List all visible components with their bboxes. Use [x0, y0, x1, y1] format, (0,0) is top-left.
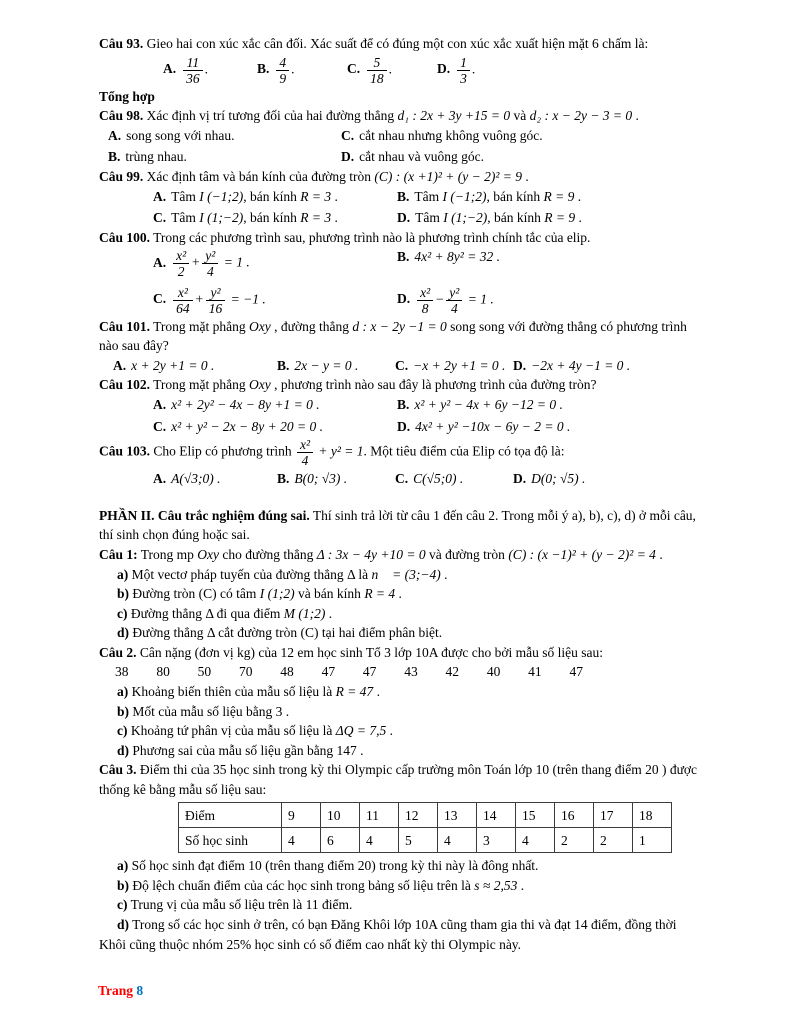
tf-q1-item-d: [99, 623, 701, 643]
option-text: B(0; √3) .: [294, 471, 348, 487]
option-letter: C.: [395, 357, 409, 373]
tf-q2-item-d: [99, 741, 701, 761]
option-text: x² + y² − 2x − 8y + 20 = 0 .: [171, 418, 323, 434]
fraction-denominator: 64: [176, 300, 190, 316]
text-segment: .: [331, 210, 338, 226]
fraction-denominator: 3: [460, 70, 467, 86]
fraction-denominator: 4: [450, 300, 458, 316]
text-segment: .: [522, 169, 529, 185]
text-segment: Khoảng tứ phân vị của mẫu số liệu là: [127, 723, 336, 739]
question-label: Câu 103.: [99, 443, 151, 459]
text-segment: .: [440, 566, 448, 582]
table-cell: 16: [555, 803, 594, 828]
fraction-numerator: y²: [446, 285, 462, 301]
math-segment: d₁ : 2x + 3y +15 = 0: [397, 108, 511, 124]
option-text: cắt nhau nhưng không vuông góc.: [359, 127, 543, 143]
text-segment: Khoảng biến thiên của mẫu số liệu là: [128, 683, 336, 699]
question-label: Câu 93.: [99, 36, 144, 51]
text-segment: .: [204, 61, 208, 77]
math-segment: −: [435, 291, 445, 307]
text-segment: .: [655, 547, 663, 562]
fraction-denominator: 4: [301, 453, 309, 469]
math-segment: I (1;−2): [199, 210, 244, 226]
text-segment: . Một tiêu điểm của Elip có tọa độ là:: [363, 443, 565, 459]
option-letter: D.: [397, 291, 411, 307]
text-segment: Một vectơ pháp tuyến của đường thẳng Δ là: [128, 566, 372, 582]
fraction-denominator: 8: [421, 300, 429, 316]
option-d: [397, 208, 701, 228]
table-cell: 12: [399, 803, 438, 828]
option-c: [153, 417, 397, 437]
question-label: Câu 99.: [99, 169, 144, 185]
fraction: [367, 55, 387, 86]
option-letter: B.: [397, 249, 410, 265]
text-segment: Xác định vị trí tương đối của hai đường thẳng: [143, 108, 398, 124]
math-segment: = −1 .: [227, 291, 266, 307]
fraction: [206, 285, 226, 316]
text-segment: và đường tròn: [425, 547, 509, 562]
text-segment: .: [395, 586, 402, 602]
text-segment: cho đường thẳng: [219, 547, 317, 562]
question-98-options: [108, 126, 701, 167]
option-b: [277, 469, 395, 489]
part-2-title: PHẦN II. Câu trắc nghiệm đúng sai.: [99, 507, 310, 523]
text-segment: Đường thẳng Δ đi qua điểm: [127, 605, 284, 621]
table-cell: 18: [633, 803, 672, 828]
question-103-stem: [99, 436, 701, 469]
fraction-numerator: 11: [183, 55, 203, 71]
text-segment: Thí sinh trả lời từ câu 1 đến câu 2. Trong mỗi ý a), b), c), d) ở mỗi câu, thí sinh chọn đúng hoặc sai.: [99, 507, 696, 543]
option-text: x² + 2y² − 4x − 8y +1 = 0 .: [171, 396, 320, 412]
footer-label: Trang: [98, 983, 137, 998]
item-letter: b): [117, 703, 130, 719]
math-segment: Oxy: [197, 547, 220, 562]
text-segment: Trong số các học sinh ở trên, có bạn Đăng Khôi lớp 10A cũng tham gia thi và đạt 14 điểm, đồng thời Khôi cũng thuộc nhóm 25% học sinh có số điểm cao nhất kỳ thi Olympic này.: [99, 917, 677, 952]
math-segment: I (1;−2): [443, 210, 488, 226]
option-text: Tâm: [415, 210, 444, 226]
option-text: trùng nhau.: [125, 149, 187, 165]
option-d: [513, 356, 701, 376]
option-c: [347, 54, 437, 87]
option-text: Tâm: [414, 188, 443, 204]
text-segment: và bán kính: [294, 586, 365, 602]
fraction-numerator: 4: [276, 55, 289, 71]
text-segment: .: [331, 188, 338, 204]
table-cell: 2: [594, 828, 633, 853]
table-cell: 2: [555, 828, 594, 853]
text-segment: .: [325, 605, 333, 621]
math-segment: +: [194, 291, 204, 307]
table-cell: 5: [399, 828, 438, 853]
math-segment: R = 3: [300, 188, 332, 204]
item-letter: a): [117, 566, 129, 582]
fraction: [457, 55, 470, 86]
item-letter: d): [117, 742, 130, 758]
option-letter: C.: [153, 418, 167, 434]
option-b: [397, 395, 701, 415]
fraction-denominator: 16: [208, 300, 223, 316]
math-segment: M (1;2): [283, 605, 326, 621]
table-cell: 10: [321, 803, 360, 828]
item-letter: b): [117, 586, 130, 602]
table-data-row: [179, 828, 672, 853]
fraction-denominator: 36: [186, 70, 200, 86]
question-label: Câu 100.: [99, 229, 151, 245]
option-d: [341, 147, 701, 167]
item-letter: d): [117, 917, 130, 932]
question-100-stem: [99, 228, 701, 248]
data-value: 43: [404, 664, 418, 680]
text-segment: .: [386, 723, 393, 739]
option-letter: D.: [513, 471, 527, 487]
option-text: 4x² + y² −10x − 6y − 2 = 0 .: [415, 418, 571, 434]
text-segment: Trong mặt phẳng: [150, 377, 250, 393]
text-segment: .: [632, 108, 639, 124]
tf-question-2-stem: [99, 643, 701, 663]
text-segment: Độ lệch chuẩn điểm của các học sinh trong bảng số liệu trên là: [129, 877, 475, 893]
table-cell: 15: [516, 803, 555, 828]
tf-q2-item-c: [99, 721, 701, 741]
question-label: Câu 3.: [99, 762, 137, 778]
text-segment: .: [373, 683, 380, 699]
fraction-numerator: x²: [173, 248, 189, 264]
option-letter: A.: [153, 188, 167, 204]
text-segment: .: [388, 61, 392, 77]
text-segment: Trong mặt phẳng: [150, 318, 250, 334]
option-letter: B.: [397, 396, 410, 412]
option-a: [153, 469, 277, 489]
math-segment: s ≈ 2,53: [474, 877, 518, 893]
page-number: 8: [136, 983, 144, 998]
option-c: [341, 126, 701, 146]
text-segment: .: [471, 61, 476, 77]
option-letter: A.: [163, 61, 177, 77]
math-segment: n⃗ = (3;−4): [371, 566, 441, 582]
option-text: D(0; √5) .: [531, 471, 586, 487]
option-d: [397, 284, 701, 317]
option-text: song song với nhau.: [126, 127, 235, 143]
option-c: [395, 469, 513, 489]
option-c: [395, 356, 513, 376]
table-cell: 9: [282, 803, 321, 828]
math-segment: Oxy: [249, 318, 271, 334]
item-letter: c): [117, 605, 128, 621]
option-letter: A.: [153, 471, 167, 487]
option-letter: D.: [397, 418, 411, 434]
table-cell: 4: [438, 828, 477, 853]
score-table: [178, 802, 672, 853]
data-value: 38: [115, 664, 129, 680]
part-2-heading: [99, 506, 701, 545]
option-text: cắt nhau và vuông góc.: [359, 149, 484, 165]
fraction: [446, 285, 462, 316]
item-letter: b): [117, 877, 130, 893]
text-segment: Xác định tâm và bán kính của đường tròn: [143, 169, 375, 185]
question-101-stem: [99, 317, 701, 356]
math-segment: (C) : (x −1)² + (y − 2)² = 4: [508, 547, 656, 562]
option-letter: A.: [153, 254, 167, 270]
option-letter: B.: [397, 188, 410, 204]
tf-question-3-stem: [99, 760, 701, 799]
option-letter: D.: [341, 149, 355, 165]
option-text: 2x − y = 0 .: [294, 357, 359, 373]
text-segment: Gieo hai con xúc xắc cân đối. Xác suất để có đúng một con xúc xắc xuất hiện mặt 6 chấm là:: [143, 36, 649, 51]
option-letter: D.: [397, 210, 411, 226]
fraction-denominator: 18: [370, 70, 384, 86]
data-values-row: [115, 662, 583, 682]
table-cell: 4: [360, 828, 399, 853]
text-segment: , bán kính: [486, 188, 544, 204]
text-segment: Phương sai của mẫu số liệu gần bằng 147 .: [129, 742, 364, 758]
option-a: [153, 187, 397, 207]
option-letter: B.: [257, 61, 270, 77]
math-segment: R = 9: [543, 188, 575, 204]
data-value: 47: [569, 664, 583, 680]
table-cell: 13: [438, 803, 477, 828]
text-segment: .: [517, 877, 525, 893]
math-segment: + y² = 1: [315, 443, 364, 459]
fraction-denominator: 4: [206, 264, 214, 280]
tf-q3-item-c: [99, 895, 701, 915]
option-c: [153, 208, 397, 228]
text-segment: Số học sinh đạt điểm 10 (trên thang điểm 20) trong kỳ thi này là đông nhất.: [128, 858, 539, 874]
math-segment: R = 4: [364, 586, 396, 602]
text-segment: và: [510, 108, 530, 124]
data-value: 70: [238, 664, 253, 680]
question-103-options: [153, 469, 701, 489]
option-letter: D.: [513, 357, 527, 373]
fraction-denominator: 9: [279, 70, 287, 86]
table-cell: 14: [477, 803, 516, 828]
question-label: Câu 2.: [99, 644, 137, 660]
text-segment: Đường thẳng Δ cắt đường tròn (C) tại hai điểm phân biệt.: [129, 625, 443, 641]
tf-q2-item-a: [99, 682, 701, 702]
section-heading: Tổng hợp: [99, 88, 155, 104]
math-segment: (C) : (x +1)² + (y − 2)² = 9: [374, 169, 523, 185]
option-a: [153, 395, 397, 415]
fraction: [202, 248, 218, 279]
math-segment: I (1;2): [259, 586, 295, 602]
page-footer: [98, 981, 143, 1001]
table-cell: 4: [282, 828, 321, 853]
fraction-numerator: 1: [457, 55, 470, 71]
option-letter: C.: [347, 61, 361, 77]
option-b: [257, 54, 347, 87]
table-cell: 4: [516, 828, 555, 853]
question-98-stem: [99, 106, 701, 126]
option-b: [108, 147, 341, 167]
question-102-stem: [99, 375, 701, 395]
fraction-numerator: x²: [417, 285, 433, 301]
text-segment: Trong mp: [137, 547, 198, 562]
item-letter: c): [117, 897, 128, 913]
math-segment: Oxy: [249, 377, 271, 393]
math-segment: R = 47: [335, 683, 374, 699]
fraction-numerator: y²: [202, 248, 218, 264]
tf-q3-item-d: [99, 915, 701, 954]
option-letter: B.: [277, 471, 290, 487]
table-cell: 6: [321, 828, 360, 853]
table-cell: Điểm: [179, 803, 282, 828]
option-b: [397, 247, 701, 280]
text-segment: Điểm thi của 35 học sinh trong kỳ thi Olympic cấp trường môn Toán lớp 10 (trên thang điểm 20 ) được thống kê bằng mẫu số liệu sau:: [99, 762, 698, 797]
question-label: Câu 1:: [99, 547, 138, 562]
data-value: 50: [197, 664, 212, 680]
option-b: [397, 187, 701, 207]
math-segment: = 1 .: [464, 291, 494, 307]
option-letter: C.: [153, 291, 167, 307]
option-letter: B.: [108, 149, 121, 165]
data-value: 47: [362, 664, 377, 680]
item-letter: c): [117, 723, 128, 739]
option-letter: C.: [153, 210, 167, 226]
table-header-row: [179, 803, 672, 828]
text-segment: Trung vị của mẫu số liệu trên là 11 điểm.: [127, 897, 353, 913]
fraction-denominator: 2: [177, 264, 185, 280]
question-99-options: [153, 187, 701, 228]
option-letter: C.: [341, 127, 355, 143]
option-b: [277, 356, 395, 376]
question-label: Câu 102.: [99, 377, 151, 393]
item-letter: a): [117, 858, 129, 874]
data-value: 47: [321, 664, 336, 680]
item-letter: a): [117, 683, 129, 699]
option-text: −2x + 4y −1 = 0 .: [531, 357, 631, 373]
tf-q1-item-a: [99, 565, 701, 585]
fraction: [297, 437, 313, 468]
option-c: [153, 284, 397, 317]
option-letter: D.: [437, 61, 451, 77]
data-value: 40: [486, 664, 501, 680]
fraction-numerator: x²: [297, 437, 313, 453]
math-segment: I (−1;2): [199, 188, 244, 204]
data-value: 42: [445, 664, 459, 680]
option-d: [513, 469, 701, 489]
tf-q2-item-b: [99, 702, 701, 722]
text-segment: , bán kính: [243, 210, 301, 226]
option-text: A(√3;0) .: [171, 471, 221, 487]
math-segment: = 1 .: [220, 254, 250, 270]
question-101-options: [113, 356, 701, 376]
option-letter: A.: [113, 357, 127, 373]
question-102-options: [153, 395, 701, 436]
fraction: [417, 285, 433, 316]
question-100-options: [153, 247, 701, 316]
tf-question-1-stem: [99, 545, 701, 565]
option-a: [153, 247, 397, 280]
table-cell: 1: [633, 828, 672, 853]
text-segment: , bán kính: [487, 210, 545, 226]
fraction: [173, 285, 193, 316]
fraction: [276, 55, 289, 86]
text-segment: .: [574, 188, 582, 204]
item-letter: d): [117, 625, 130, 641]
option-text: −x + 2y +1 = 0 .: [413, 357, 506, 373]
math-segment: Δ : 3x − 4y +10 = 0: [316, 547, 426, 562]
table-cell: 3: [477, 828, 516, 853]
option-d: [437, 54, 701, 87]
option-text: x² + y² − 4x + 6y −12 = 0 .: [414, 396, 563, 412]
fraction: [173, 248, 189, 279]
text-segment: Đường tròn (C) có tâm: [129, 586, 260, 602]
data-value: 48: [280, 664, 294, 680]
option-a: [163, 54, 257, 87]
text-segment: .: [291, 61, 295, 77]
math-segment: +: [191, 254, 201, 270]
option-text: x + 2y +1 = 0 .: [131, 357, 215, 373]
fraction: [183, 55, 203, 86]
table-cell: Số học sinh: [179, 828, 282, 853]
table-cell: 11: [360, 803, 399, 828]
math-segment: d : x − 2y −1 = 0: [352, 318, 447, 334]
option-letter: A.: [108, 127, 122, 143]
text-segment: , phương trình nào sau đây là phương trình của đường tròn?: [270, 377, 597, 393]
math-segment: R = 9: [544, 210, 576, 226]
option-d: [397, 417, 701, 437]
option-text: 4x² + 8y² = 32 .: [414, 249, 500, 265]
math-segment: ΔQ = 7,5: [335, 723, 387, 739]
text-segment: , bán kính: [243, 188, 301, 204]
option-text: C(√5;0) .: [413, 471, 464, 487]
text-segment: Cân nặng (đơn vị kg) của 12 em học sinh Tổ 3 lớp 10A được cho bởi mẫu số liệu sau:: [136, 644, 603, 660]
question-93-stem: [99, 34, 701, 54]
option-letter: B.: [277, 357, 290, 373]
math-segment: R = 3: [300, 210, 332, 226]
tf-q1-item-c: [99, 604, 701, 624]
math-segment: d₂ : x − 2y − 3 = 0: [529, 108, 633, 124]
text-segment: Cho Elip có phương trình: [150, 443, 295, 459]
fraction-numerator: x²: [173, 285, 193, 301]
data-value: 41: [528, 664, 542, 680]
option-a: [108, 126, 341, 146]
option-text: Tâm: [171, 210, 200, 226]
text-segment: song song với đường thẳng có phương trình nào sau đây?: [99, 318, 687, 354]
question-label: Câu 101.: [99, 318, 151, 334]
question-99-stem: [99, 167, 701, 187]
question-label: Câu 98.: [99, 108, 144, 124]
fraction-numerator: y²: [206, 285, 226, 301]
tf-q3-item-a: [99, 856, 701, 876]
table-cell: 17: [594, 803, 633, 828]
fraction-numerator: 5: [367, 55, 387, 71]
data-value: 80: [156, 664, 170, 680]
question-93-options: [163, 54, 701, 87]
option-text: Tâm: [171, 188, 200, 204]
text-segment: Trong các phương trình sau, phương trình nào là phương trình chính tắc của elip.: [150, 229, 591, 245]
tf-q3-item-b: [99, 876, 701, 896]
text-segment: , đường thẳng: [270, 318, 353, 334]
option-letter: C.: [395, 471, 409, 487]
math-segment: I (−1;2): [442, 188, 487, 204]
tf-q1-item-b: [99, 584, 701, 604]
option-letter: A.: [153, 396, 167, 412]
text-segment: .: [575, 210, 582, 226]
text-segment: Mốt của mẫu số liệu bằng 3 .: [129, 703, 290, 719]
option-a: [113, 356, 277, 376]
